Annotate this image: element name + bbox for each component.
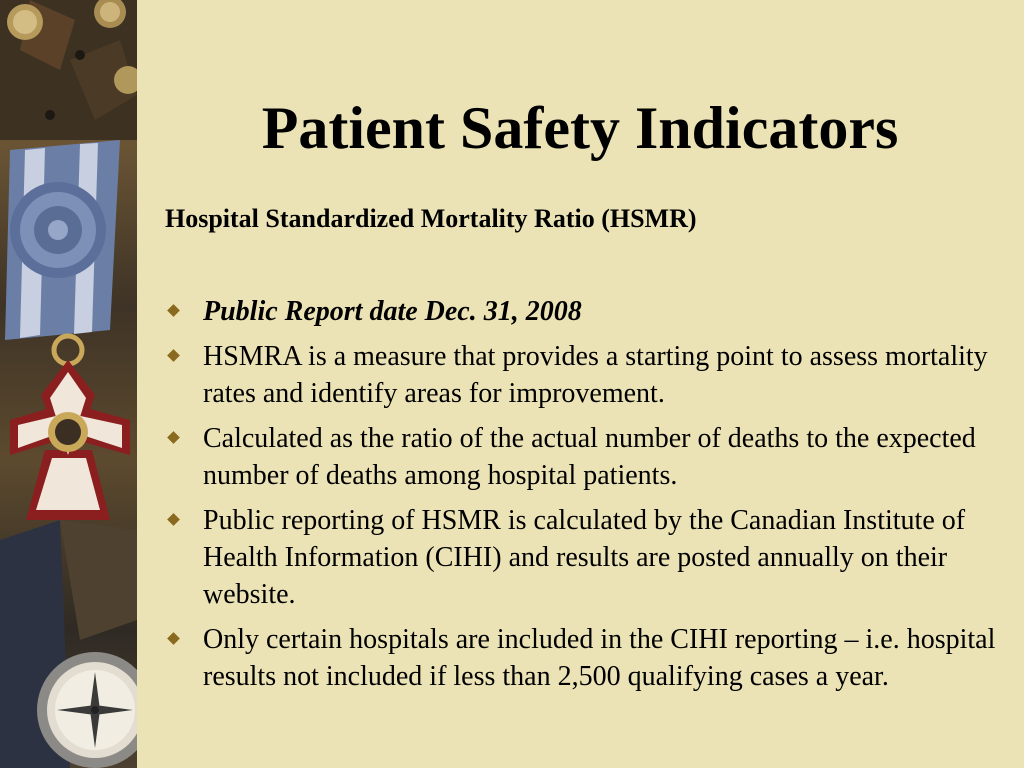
bullet-list [165,293,1005,703]
diamond-bullet-icon [167,431,180,444]
medal-illustration [0,0,137,768]
bullet-text: Calculated as the ratio of the actual number of deaths to the expected number of deaths among hospital patients. [203,423,976,491]
bullet-item-public-reporting [165,502,1005,613]
slide-title: Patient Safety Indicators [261,95,899,161]
bullet-item-report-date [165,293,1005,330]
diamond-bullet-icon [167,513,180,526]
bullet-item-hsmra-measure [165,338,1005,412]
slide-subtitle: Hospital Standardized Mortality Ratio (HSMR) [165,204,697,233]
medal-decoration-image [0,0,137,768]
diamond-bullet-icon [167,304,180,317]
bullet-text: Only certain hospitals are included in the CIHI reporting – i.e. hospital results not included if less than 2,500 qualifying cases a year. [203,624,996,692]
bullet-text: HSMRA is a measure that provides a starting point to assess mortality rates and identify areas for improvement. [203,341,988,409]
bullet-text: Public Report date Dec. 31, 2008 [203,296,582,327]
diamond-bullet-icon [167,632,180,645]
bullet-item-calculation [165,420,1005,494]
bullet-text: Public reporting of HSMR is calculated by the Canadian Institute of Health Information (CIHI) and results are posted annually on their website. [203,505,966,610]
bullet-item-hospital-inclusion [165,621,1005,695]
diamond-bullet-icon [167,349,180,362]
